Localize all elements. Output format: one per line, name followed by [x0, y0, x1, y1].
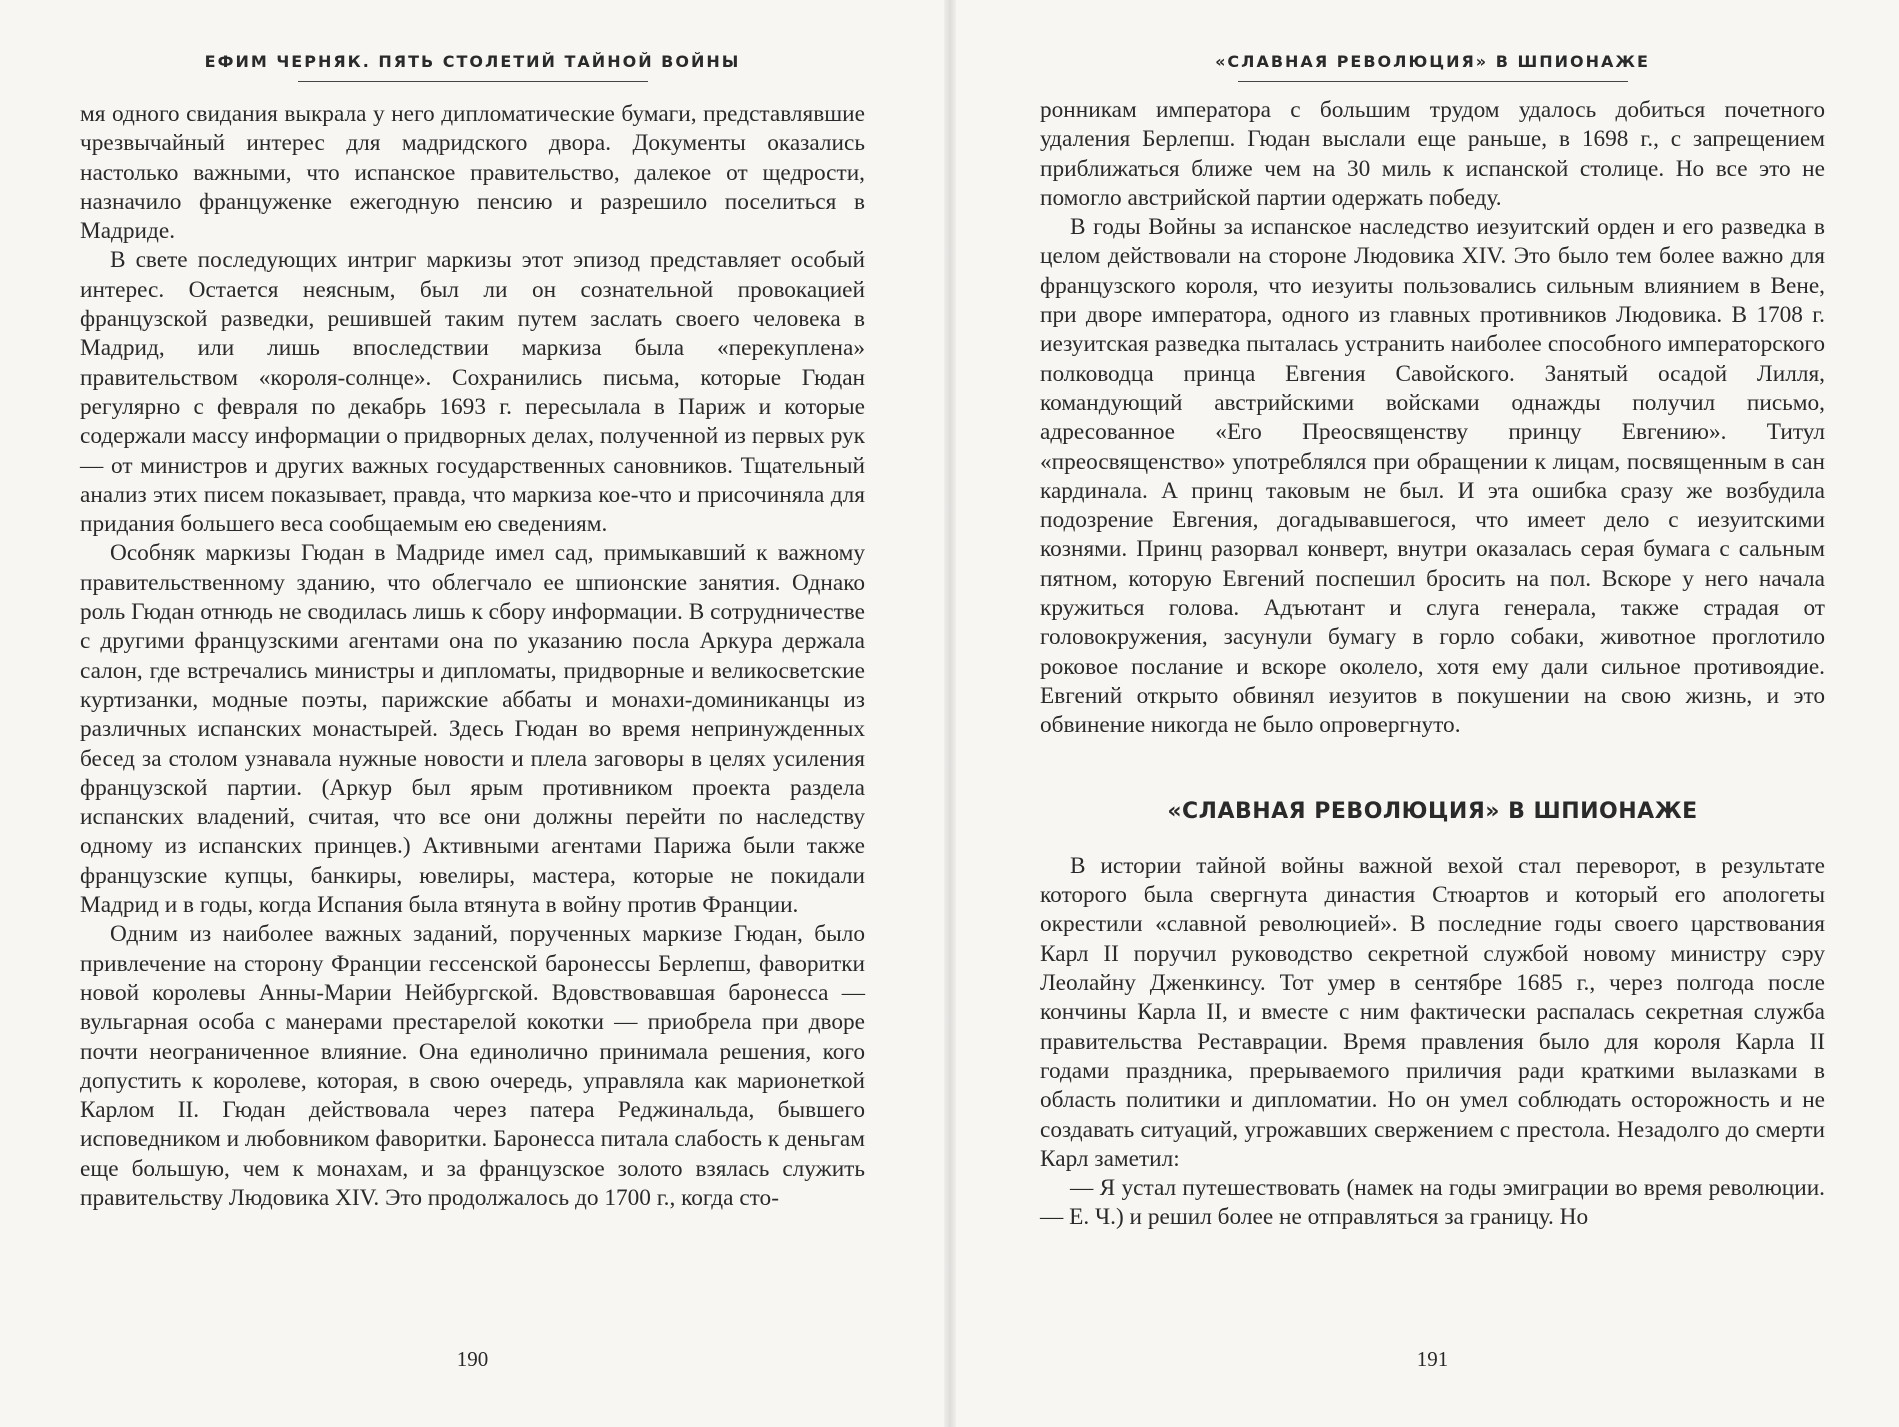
running-head-left-text: ЕФИМ ЧЕРНЯК. ПЯТЬ СТОЛЕТИЙ ТАЙНОЙ ВОЙНЫ	[204, 52, 741, 71]
book-gutter	[944, 0, 956, 1427]
left-page	[80, 0, 865, 1427]
paragraph: В истории тайной войны важной вехой стал переворот, в результате которого была свергнута династия Стюартов и который его апологеты окрестили «славной революцией». В последние годы своего царствования Карл II поручил руководство секретной службой новому министру сэру Леолайну Дженкинсу. Тот умер в сентябре 1685 г., через полгода после кончины Карла II, и вместе с ним фактически распалась секретная служба правительства Реставрации. Время правления было для короля Карла II годами праздника, прерываемого приличия ради краткими вылазками в область политики и дипломатии. Но он умел соблюдать осторожность и не создавать ситуаций, угрожавших свержением с престола. Незадолго до смерти Карл заметил:	[1040, 852, 1825, 1172]
left-page-body	[80, 100, 865, 1213]
page-number-right: 191	[1416, 1347, 1449, 1371]
running-head-rule	[1238, 81, 1628, 82]
paragraph: — Я устал путешествовать (намек на годы эмиграции во время революции. — Е. Ч.) и решил более не отправляться за границу. Но	[1040, 1175, 1825, 1231]
paragraph: Одним из наиболее важных заданий, порученных маркизе Гюдан, было привлечение на сторону Франции гессенской баронессы Берлепш, фаворитки новой королевы Анны-Марии Нейбургской. Вдовствовавшая баронесса — вульгарная особа с манерами престарелой кокотки — приобрела при дворе почти неограниченное влияние. Она единолично принимала решения, кого допустить к королеве, которая, в свою очередь, управляла как марионеткой Карлом II. Гюдан действовала через патера Реджинальда, бывшего исповедником и любовником фаворитки. Баронесса питала слабость к деньгам еще большую, чем к монахам, и за французское золото взялась служить правительству Людовика XIV. Это продолжалось до 1700 г., когда сто-	[80, 921, 865, 1211]
paragraph: В годы Войны за испанское наследство иезуитский орден и его разведка в целом действовали на стороне Людовика XIV. Это было тем более важно для французского короля, что иезуиты пользовались сильным влиянием в Вене, при дворе императора, одного из главных противников Людовика. В 1708 г. иезуитская разведка пыталась устранить наиболее способного императорского полководца принца Евгения Савойского. Занятый осадой Лилля, командующий австрийскими войсками однажды получил письмо, адресованное «Его Преосвященству принцу Евгению». Титул «преосвященство» употреблялся при обращении к лицам, посвященным в сан кардинала. А принц таковым не был. И эта ошибка сразу же возбудила подозрение Евгения, догадывавшегося, что имеет дело с иезуитскими кознями. Принц разорвал конверт, внутри оказалась серая бумага с сальным пятном, которую Евгений поспешил бросить на пол. Вскоре у него начала кружиться голова. Адъютант и слуга генерала, также страдая от головокружения, засунули бумагу в горло собаки, животное проглотило роковое послание и вскоре околело, хотя ему дали сильное противоядие. Евгений открыто обвинял иезуитов в покушении на свою жизнь, и это обвинение никогда не было опровергнуто.	[1040, 214, 1825, 739]
right-page	[1040, 0, 1825, 1427]
right-page-body	[1040, 96, 1825, 1233]
paragraph: В свете последующих интриг маркизы этот эпизод представляет особый интерес. Остается неясным, был ли он сознательной провокацией французской разведки, решившей таким путем заслать своего человека в Мадрид, или лишь впоследствии маркиза была «перекуплена» правительством «короля-солнце». Сохранились письма, которые Гюдан регулярно с февраля по декабрь 1693 г. пересылала в Париж и которые содержали массу информации о придворных делах, полученной из первых рук — от министров и других важных государственных сановников. Тщательный анализ этих писем показывает, правда, что маркиза кое-что и присочиняла для придания большего веса сообщаемым ею сведениям.	[80, 247, 865, 538]
section-title: «СЛАВНАЯ РЕВОЛЮЦИЯ» В ШПИОНАЖЕ	[1167, 798, 1698, 824]
page-number-left: 190	[456, 1347, 489, 1371]
running-head-rule	[298, 81, 648, 82]
paragraph: ронникам императора с большим трудом удалось добиться почетного удаления Берлепш. Гюдан выслали еще раньше, в 1698 г., с запрещением приближаться ближе чем на 30 миль к испанской столице. Но все это не помогло австрийской партии одержать победу.	[1040, 97, 1825, 211]
running-head-left	[80, 52, 865, 82]
paragraph: мя одного свидания выкрала у него дипломатические бумаги, представлявшие чрезвычайный интерес для мадридского двора. Документы оказались настолько важными, что испанское правительство, далекое от щедрости, назначило француженке ежегодную пенсию и разрешило поселиться в Мадриде.	[80, 101, 865, 245]
running-head-right	[1040, 52, 1825, 82]
paragraph: Особняк маркизы Гюдан в Мадриде имел сад, примыкавший к важному правительственному зданию, что облегчало ее шпионские занятия. Однако роль Гюдан отнюдь не сводилась лишь к сбору информации. В сотрудничестве с другими французскими агентами она по указанию посла Аркура держала салон, где встречались министры и дипломаты, придворные и великосветские куртизанки, модные поэты, парижские аббаты и монахи-доминиканцы из различных испанских монастырей. Здесь Гюдан во время непринужденных бесед за столом узнавала нужные новости и плела заговоры в целях усиления французской партии. (Аркур был ярым противником проекта раздела испанских владений, считая, что все они должны перейти по наследству одному из испанских принцев.) Активными агентами Парижа были также французские купцы, банкиры, ювелиры, мастера, которые не покидали Мадрид и в годы, когда Испания была втянута в войну против Франции.	[80, 540, 865, 919]
running-head-right-text: «СЛАВНАЯ РЕВОЛЮЦИЯ» В ШПИОНАЖЕ	[1215, 52, 1650, 71]
